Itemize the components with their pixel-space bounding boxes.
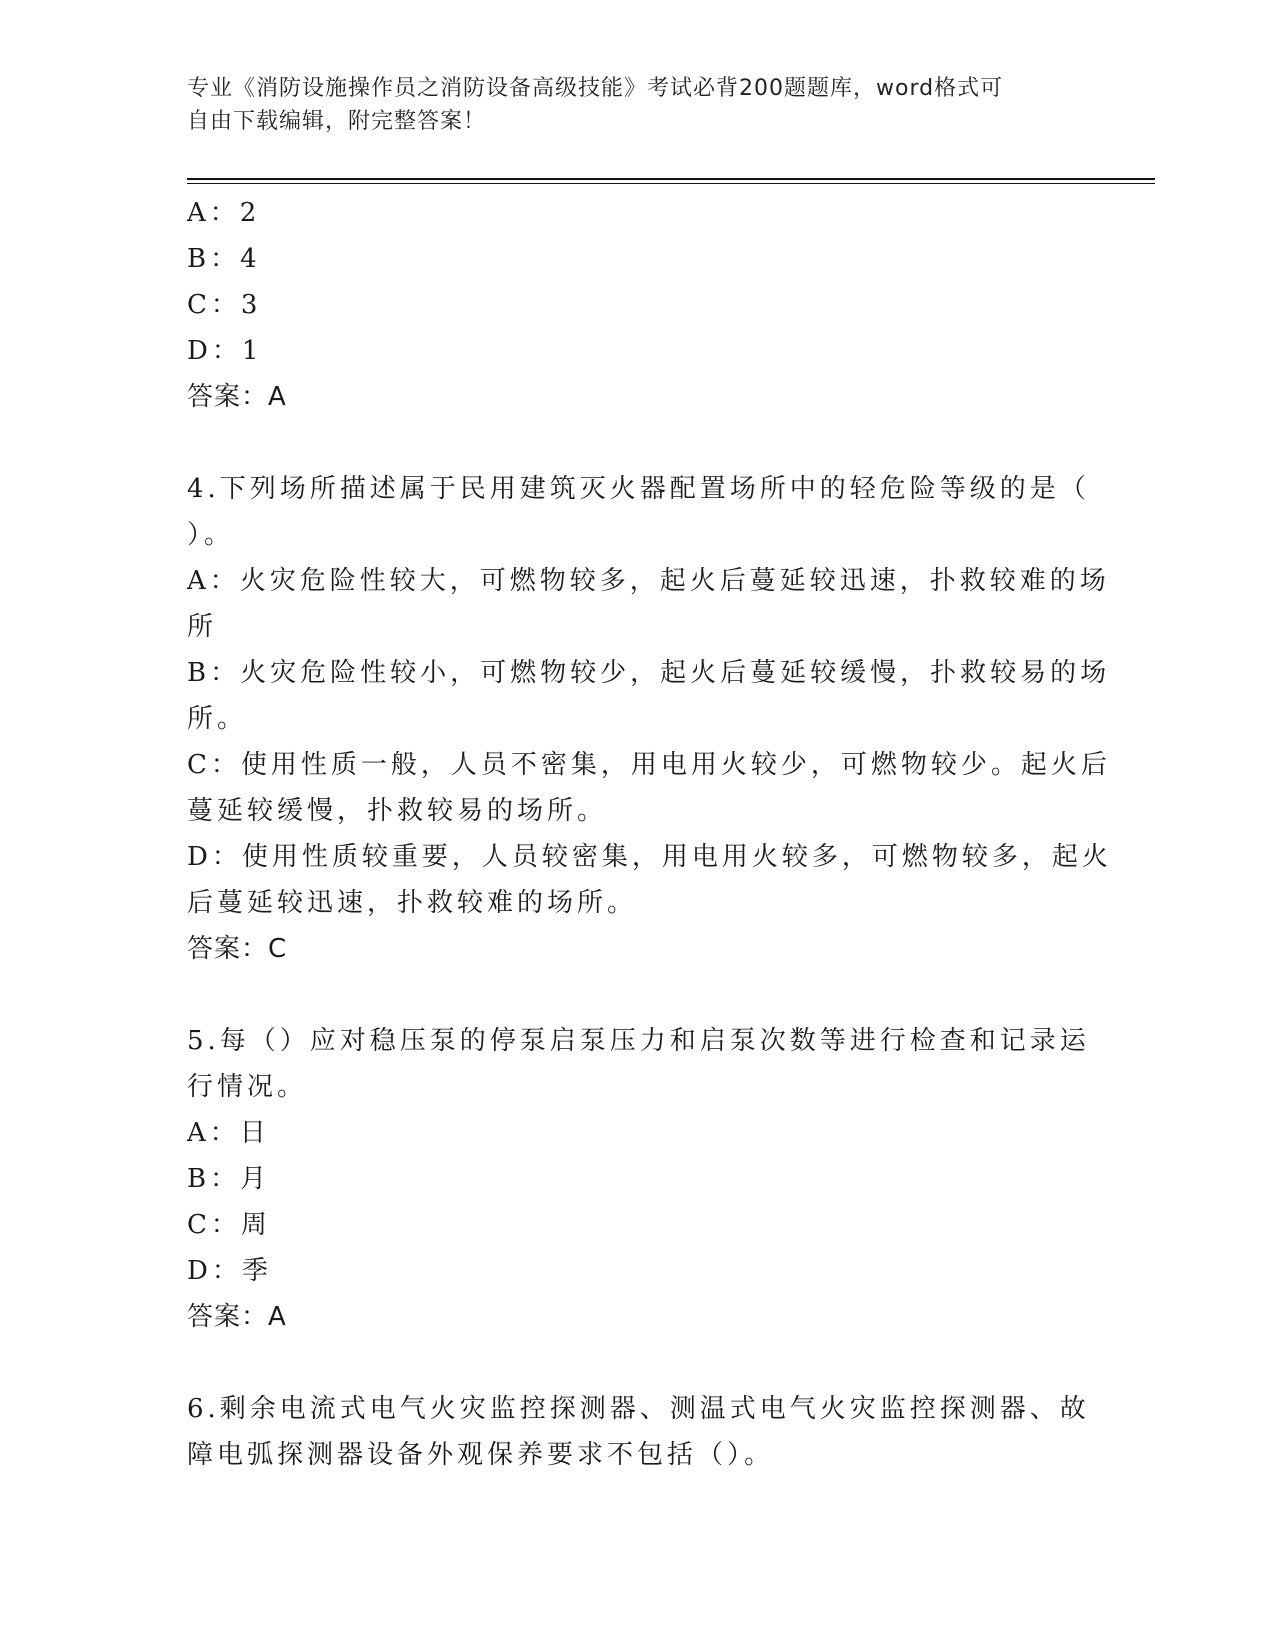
header-line-2: 自由下载编辑，附完整答案！ — [187, 109, 487, 134]
q4-option-b-line-1: B：火灾危险性较小，可燃物较少，起火后蔓延较缓慢，扑救较易的场 — [187, 658, 1111, 688]
q5-option-a: A：日 — [187, 1118, 270, 1148]
q4-option-a-line-1: A：火灾危险性较大，可燃物较多，起火后蔓延较迅速，扑救较难的场 — [187, 566, 1110, 596]
q4-option-c-line-2: 蔓延较缓慢，扑救较易的场所。 — [187, 796, 608, 826]
question-6-block — [187, 1386, 1090, 1478]
q4-question-line-1: 4.下列场所描述属于民用建筑灭火器配置场所中的轻危险等级的是（ — [187, 474, 1090, 504]
q6-question-line-2: 障电弧探测器设备外观保养要求不包括（）。 — [187, 1440, 775, 1470]
question-4-block — [187, 466, 1112, 972]
question-5-block — [187, 1018, 1090, 1340]
q4-option-d-line-1: D：使用性质较重要，人员较密集，用电用火较多，可燃物较多，起火 — [187, 842, 1112, 872]
q4-option-c-line-1: C：使用性质一般，人员不密集，用电用火较少，可燃物较少。起火后 — [187, 750, 1111, 780]
q6-question-line-1: 6.剩余电流式电气火灾监控探测器、测温式电气火灾监控探测器、故 — [187, 1394, 1090, 1424]
header-rule-thin — [187, 183, 1155, 184]
q5-answer: 答案：A — [187, 1302, 287, 1332]
q4-question-line-2: ）。 — [187, 520, 235, 550]
q3-option-b: B：4 — [187, 244, 261, 274]
q5-question-line-2: 行情况。 — [187, 1072, 308, 1102]
q4-option-d-line-2: 后蔓延较迅速，扑救较难的场所。 — [187, 888, 638, 918]
q5-option-d: D：季 — [187, 1256, 272, 1286]
spacer — [187, 420, 1087, 466]
q4-option-b-line-2: 所。 — [187, 704, 248, 734]
q3-option-d: D：1 — [187, 336, 263, 366]
q5-question-line-1: 5.每（）应对稳压泵的停泵启泵压力和启泵次数等进行检查和记录运 — [187, 1026, 1090, 1056]
header-line-1: 专业《消防设施操作员之消防设备高级技能》考试必背200题题库，word格式可 — [187, 76, 1004, 101]
q3-option-c: C：3 — [187, 290, 262, 320]
document-body — [187, 190, 1112, 1478]
q4-answer: 答案：C — [187, 934, 288, 964]
q4-option-a-line-2: 所 — [187, 612, 218, 642]
q5-option-c: C：周 — [187, 1210, 271, 1240]
question-3-block — [187, 190, 1087, 420]
document-header — [187, 72, 1067, 138]
header-rule — [187, 178, 1155, 180]
q3-answer: 答案：A — [187, 382, 287, 412]
spacer — [187, 972, 1087, 1018]
spacer — [187, 1340, 1087, 1386]
q5-option-b: B：月 — [187, 1164, 271, 1194]
q3-option-a: A：2 — [187, 198, 261, 228]
